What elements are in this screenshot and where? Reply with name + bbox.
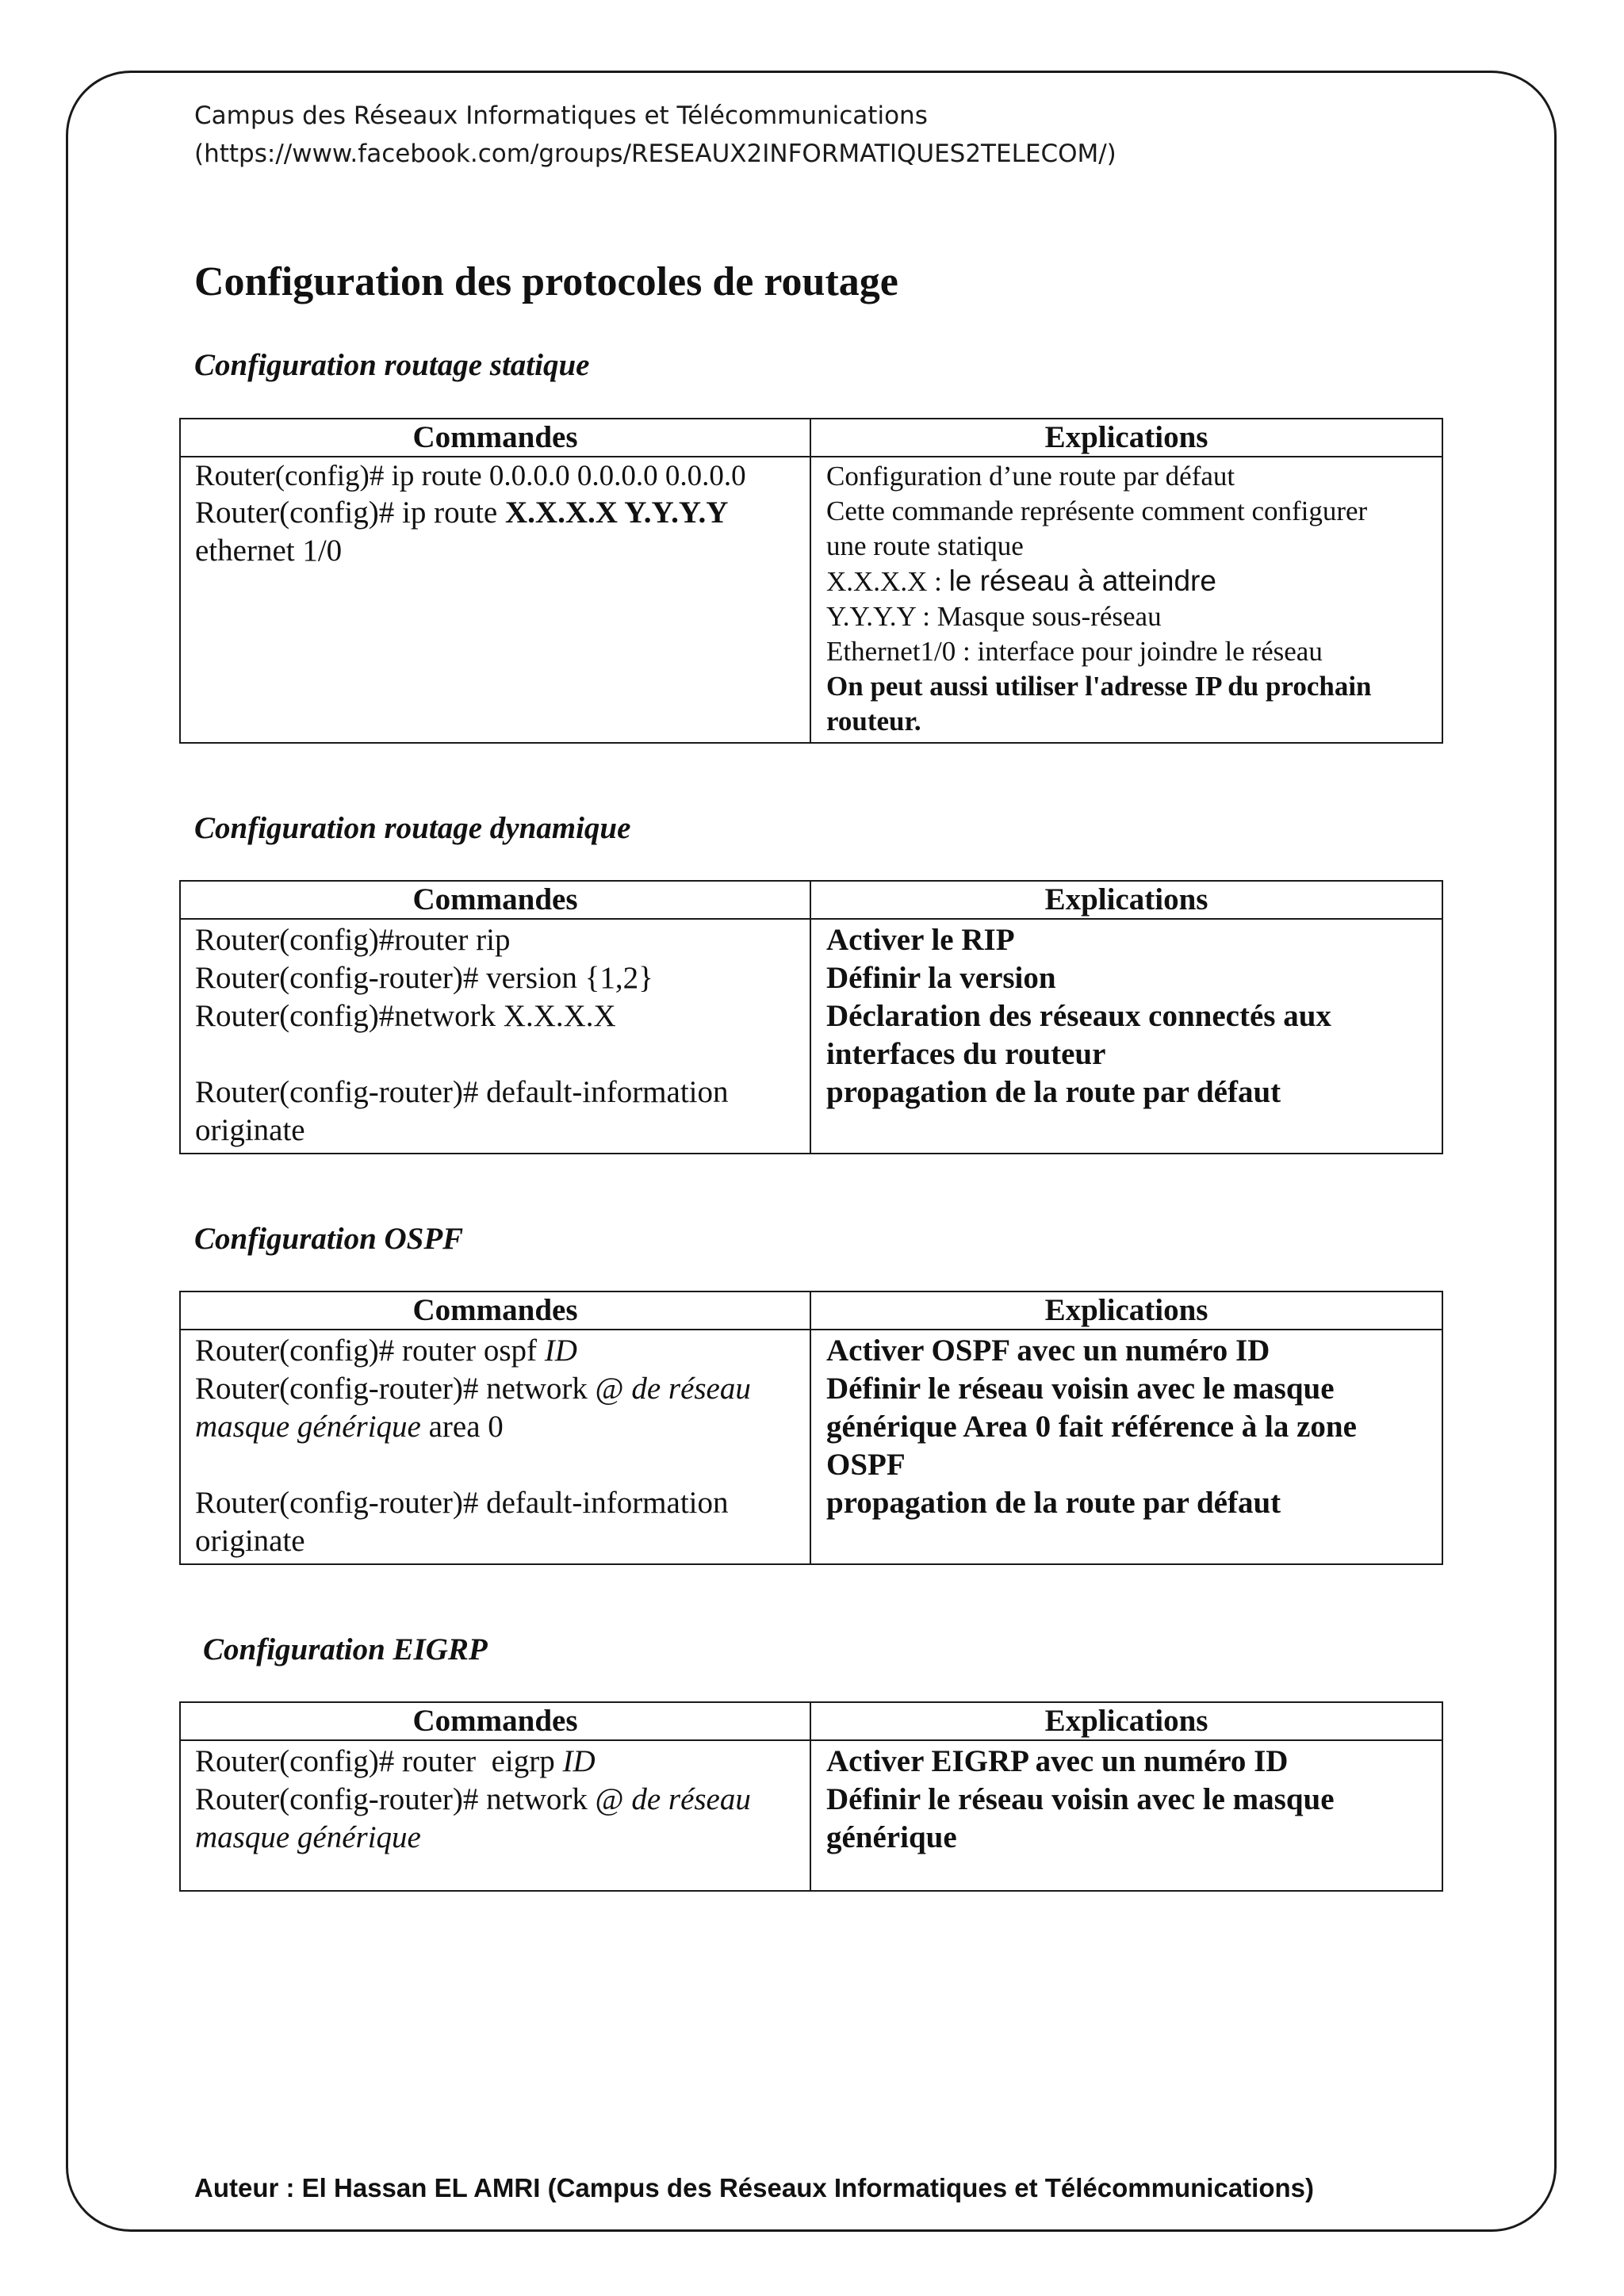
commands-cell [180, 919, 810, 1154]
page-header [194, 97, 1116, 173]
explications-cell [810, 1330, 1442, 1564]
explications-cell [810, 1740, 1442, 1891]
command-line: originate [195, 1524, 305, 1558]
table-eigrp [179, 1701, 1443, 1892]
command-line: Router(config-router)# network @ de réseau [195, 1372, 751, 1406]
explication-line: générique Area 0 fait référence à la zone [826, 1410, 1357, 1444]
command-line: Router(config-router)# default-information [195, 1486, 729, 1520]
document-title: Configuration des protocoles de routage [194, 259, 898, 304]
explication-line: Y.Y.Y.Y : Masque sous-réseau [826, 601, 1162, 632]
command-line: Router(config-router)# version {1,2} [195, 961, 653, 995]
command-line: Router(config)# ip route 0.0.0.0 0.0.0.0 0.0.0.0 [195, 460, 746, 492]
command-line: masque générique [195, 1820, 421, 1854]
command-line: Router(config)# router ospf ID [195, 1334, 577, 1368]
explication-line: Déclaration des réseaux connectés aux [826, 999, 1331, 1033]
explication-line: propagation de la route par défaut [826, 1075, 1281, 1109]
explication-line: Activer OSPF avec un numéro ID [826, 1334, 1270, 1368]
explication-line: générique [826, 1820, 957, 1854]
command-line: masque générique area 0 [195, 1410, 504, 1444]
column-header-commands: Commandes [180, 419, 810, 457]
column-header-explications: Explications [810, 1292, 1442, 1330]
column-header-explications: Explications [810, 881, 1442, 919]
explication-line: Définir le réseau voisin avec le masque [826, 1372, 1335, 1406]
explications-cell [810, 919, 1442, 1154]
command-line: Router(config)#router rip [195, 923, 511, 957]
explication-line: Définir le réseau voisin avec le masque [826, 1782, 1335, 1816]
table-static-routing [179, 418, 1443, 744]
explication-line: Ethernet1/0 : interface pour joindre le réseau [826, 636, 1323, 667]
explication-line: Configuration d’une route par défaut [826, 461, 1235, 492]
explication-line: X.X.X.X : le réseau à atteindre [826, 564, 1216, 597]
explication-line: propagation de la route par défaut [826, 1486, 1281, 1520]
section-heading-dynamic: Configuration routage dynamique [194, 811, 631, 845]
page-footer-author: Auteur : El Hassan EL AMRI (Campus des Réseaux Informatiques et Télécommunications) [194, 2173, 1314, 2202]
section-heading-static: Configuration routage statique [194, 348, 590, 382]
commands-cell [180, 1330, 810, 1564]
table-dynamic-routing [179, 880, 1443, 1154]
column-header-explications: Explications [810, 419, 1442, 457]
header-line-url: (https://www.facebook.com/groups/RESEAUX2INFORMATIQUES2TELECOM/) [194, 140, 1116, 168]
command-line: ethernet 1/0 [195, 534, 343, 568]
column-header-commands: Commandes [180, 1292, 810, 1330]
explication-line: Définir la version [826, 961, 1056, 995]
explications-cell [810, 457, 1442, 743]
commands-cell [180, 457, 810, 743]
explication-line: OSPF [826, 1448, 906, 1482]
explication-line: Activer EIGRP avec un numéro ID [826, 1744, 1289, 1778]
command-line: Router(config)#network X.X.X.X [195, 999, 616, 1033]
column-header-commands: Commandes [180, 1702, 810, 1740]
explication-line: Activer le RIP [826, 923, 1015, 957]
section-heading-ospf: Configuration OSPF [194, 1222, 464, 1256]
explication-line: routeur. [826, 706, 921, 737]
explication-line: Cette commande représente comment configurer [826, 496, 1368, 526]
column-header-explications: Explications [810, 1702, 1442, 1740]
explication-line: On peut aussi utiliser l'adresse IP du prochain [826, 671, 1372, 702]
column-header-commands: Commandes [180, 881, 810, 919]
explication-line: interfaces du routeur [826, 1037, 1106, 1071]
table-ospf [179, 1291, 1443, 1565]
explication-line: une route statique [826, 530, 1024, 561]
command-line: Router(config-router)# network @ de réseau [195, 1782, 751, 1816]
commands-cell [180, 1740, 810, 1891]
command-line: Router(config)# ip route X.X.X.X Y.Y.Y.Y [195, 496, 729, 530]
command-line: Router(config)# router eigrp ID [195, 1744, 596, 1778]
section-heading-eigrp: Configuration EIGRP [203, 1632, 488, 1667]
command-line: Router(config-router)# default-information [195, 1075, 729, 1109]
command-line: originate [195, 1113, 305, 1147]
header-line-campus: Campus des Réseaux Informatiques et Télécommunications [194, 101, 928, 130]
